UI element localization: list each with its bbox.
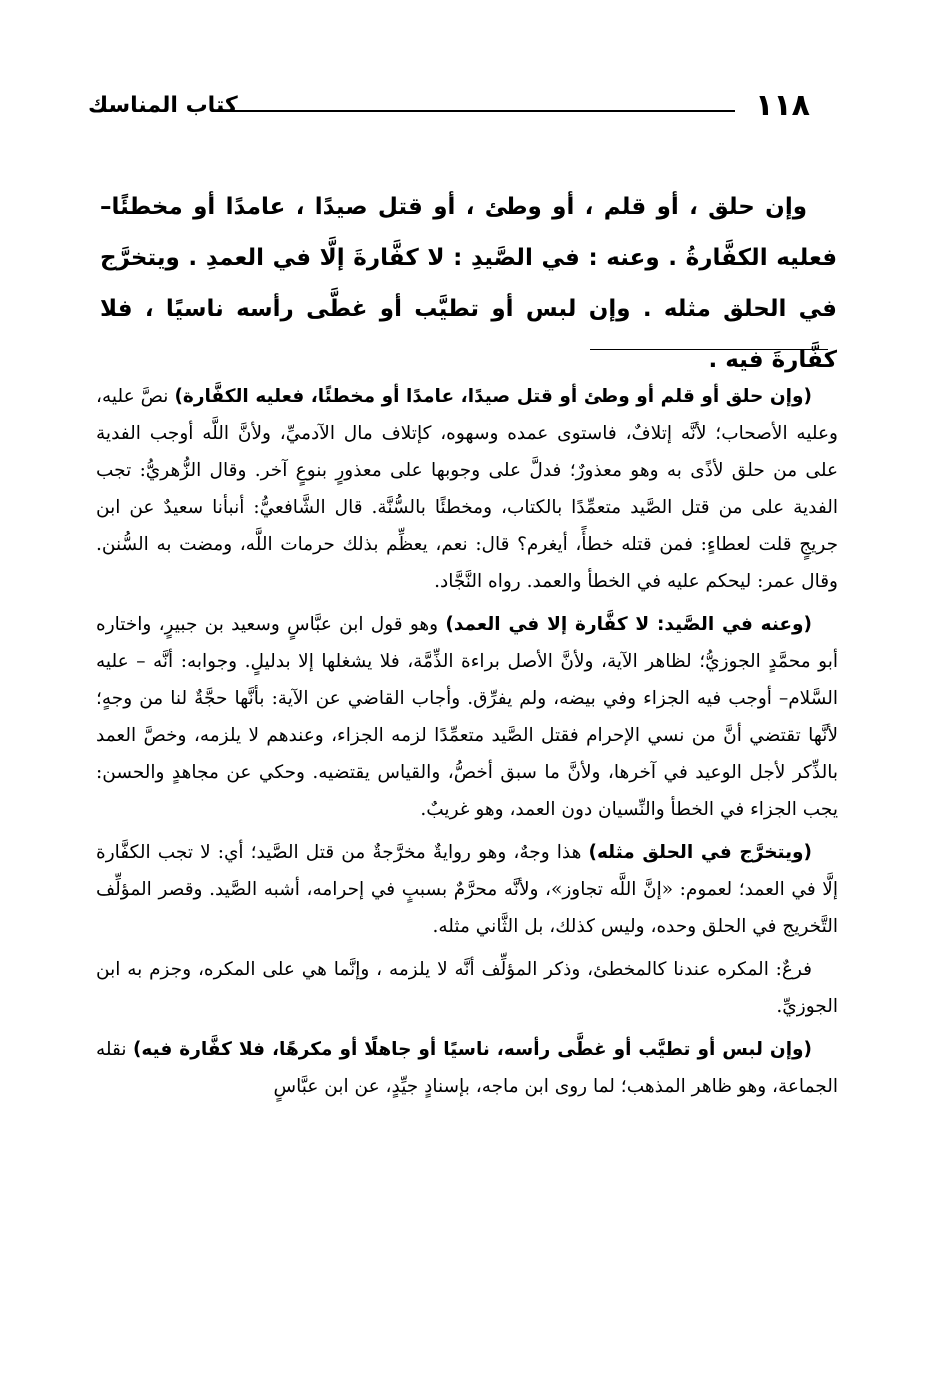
page-number: ١١٨ <box>755 88 810 123</box>
commentary-paragraph <box>96 951 838 1025</box>
commentary-text: وهو قول ابن عبَّاسٍ وسعيد بن جبيرٍ، واختاره أبو محمَّدٍ الجوزيُّ؛ لظاهر الآية، ولأنَّ الأصل براءة الذِّمَّة، فلا يشغلها إلا بدليلٍ. وجوابه: أنَّه – عليه السَّلام– أوجب فيه الجزاء وفي بيضه، ولم يفرِّق. وأجاب القاضي عن الآية: بأنَّها حجَّةٌ لنا من وجهٍ؛ لأنَّها تقتضي أنَّ من نسي الإحرام فقتل الصَّيد متعمِّدًا لزمه الجزاء، وعندهم لا يلزمه، وخصَّ العمد بالذِّكر لأجل الوعيد في آخرها، ولأنَّ ما سبق أخصُّ، والقياس يقتضيه. وحكي عن مجاهدٍ والحسن: يجب الجزاء في الخطأ والنِّسيان دون العمد، وهو غريبٌ. <box>96 614 838 820</box>
commentary-paragraph <box>96 378 838 600</box>
commentary-text: نصَّ عليه، وعليه الأصحاب؛ لأنَّه إتلافٌ، فاستوى عمده وسهوه، كإتلاف مال الآدميِّ، ولأنَّ اللَّه أوجب الفدية على من حلق لأذًى به وهو معذورٌ؛ فدلَّ على وجوبها على معذورٍ بنوعٍ آخر. وقال الزُّهريُّ: تجب الفدية على من قتل الصَّيد متعمِّدًا بالكتاب، ومخطئًا بالسُّنَّة. قال الشَّافعيُّ: أنبأنا سعيدٌ عن ابن جريجٍ قلت لعطاءٍ: فمن قتله خطأً، أيغرم؟ قال: نعم، يعظِّم بذلك حرمات اللَّه، ومضت به السُّنن. وقال عمر: ليحكم عليه في الخطأ والعمد. رواه النَّجَّاد. <box>96 386 838 592</box>
main-text-paragraph: وإن حلق ، أو قلم ، أو وطئ ، أو قتل صيدًا ، عامدًا أو مخطئًا– فعليه الكفَّارةُ . وعنه : في الصَّيدِ : لا كفَّارةَ إلَّا في العمدِ . ويتخرَّج في الحلق مثله . وإن لبس أو تطيَّب أو غطَّى رأسه ناسيًا ، فلا كفَّارةَ فيه . <box>100 194 837 373</box>
commentary-lemma: (وعنه في الصَّيد: لا كفَّارة إلا في العمد) <box>445 614 812 635</box>
page-header <box>88 86 810 126</box>
commentary-lemma: (ويتخرَّج في الحلق مثله) <box>588 842 812 863</box>
commentary-paragraph <box>96 1031 838 1105</box>
book-title: كتاب المناسك <box>88 93 238 118</box>
main-text <box>100 182 837 386</box>
commentary-lemma: (وإن حلق أو قلم أو وطئ أو قتل صيدًا، عامدًا أو مخطئًا، فعليه الكفَّارة) <box>174 386 812 407</box>
commentary-paragraph <box>96 606 838 828</box>
commentary-text: هذا وجهٌ، وهو روايةٌ مخرَّجةٌ من قتل الصَّيد؛ أي: لا تجب الكفَّارة إلَّا في العمد؛ لعموم: «إنَّ اللَّه تجاوز»، ولأنَّه محرَّمٌ بسببٍ في إحرامه، أشبه الصَّيد. وقصر المؤلِّف التَّخريج في الحلق وحده، وليس كذلك، بل الثَّاني مثله. <box>96 842 838 937</box>
commentary <box>96 378 838 1111</box>
commentary-paragraph <box>96 834 838 945</box>
header-rule <box>218 110 735 112</box>
commentary-text: فرعٌ: المكره عندنا كالمخطئ، وذكر المؤلِّف أنَّه لا يلزمه ، وإنَّما هي على المكره، وجزم به ابن الجوزيِّ. <box>96 959 838 1017</box>
commentary-text: نقله الجماعة، وهو ظاهر المذهب؛ لما روى ابن ماجه، بإسنادٍ جيِّدٍ، عن ابن عبَّاسٍ <box>96 1039 838 1097</box>
commentary-separator <box>590 349 828 350</box>
commentary-lemma: (وإن لبس أو تطيَّب أو غطَّى رأسه، ناسيًا أو جاهلًا أو مكرهًا، فلا كفَّارة فيه) <box>132 1039 812 1060</box>
